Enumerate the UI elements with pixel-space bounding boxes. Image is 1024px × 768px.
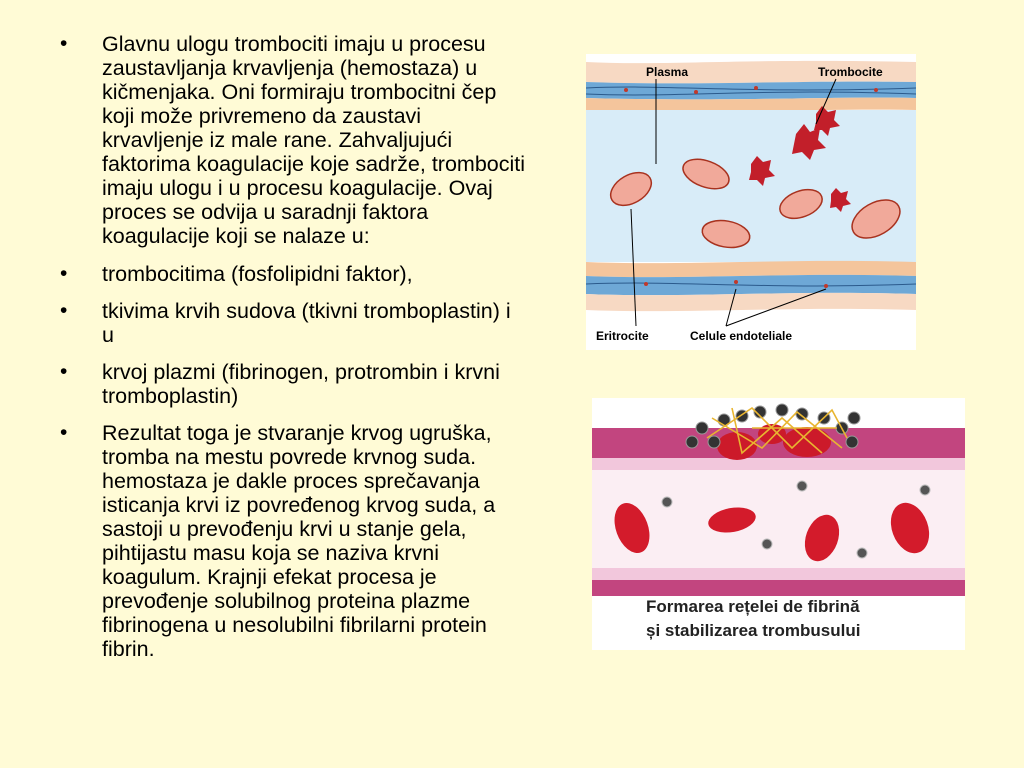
bullet-text: tkivima krvih sudova (tkivni tromboplastin) i u — [102, 299, 511, 347]
bullet-item — [58, 262, 528, 286]
bullet-text: Glavnu ulogu trombociti imaju u procesu zaustavljanja krvavljenja (hemostaza) u kičmenjaka. Oni formiraju trombocitni čep koji može privremeno da zaustavi krvavljenje iz male rane. Zahvaljujući faktorima koagulacije koje sadrže, trombociti imaju ulogu i u procesu koagulacije. Ovaj proces se odvija u saradnji faktora koagulacije koji se nalaze u: — [102, 32, 526, 248]
label-celule-endoteliale: Celule endoteliale — [690, 329, 793, 343]
bullet-dot: • — [60, 32, 68, 55]
label-plasma: Plasma — [646, 65, 689, 79]
caption-line2: și stabilizarea trombusului — [646, 621, 861, 640]
bullet-item — [58, 421, 528, 661]
bullet-item — [58, 32, 528, 248]
label-trombocite: Trombocite — [818, 65, 883, 79]
bullet-item — [58, 299, 528, 347]
bullet-dot: • — [60, 299, 68, 322]
bullet-dot: • — [60, 421, 68, 444]
bullet-item — [58, 360, 528, 408]
bullet-text: krvoj plazmi (fibrinogen, protrombin i krvni tromboplastin) — [102, 360, 500, 408]
bullet-text: Rezultat toga je stvaranje krvog ugruška, tromba na mestu povrede krvnog suda. hemostaza je dakle proces sprečavanja isticanja krvi iz povređenog krvog suda, a sastoji u prevođenju krvi u stanje gela, pihtijastu masu koja se naziva krvni koagulum. Krajnji efekat procesa je prevođenje solubilnog proteina plazme fibrinogena u nesolubilni fibrilarni protein fibrin. — [102, 421, 496, 661]
bullet-dot: • — [60, 360, 68, 383]
caption-line1: Formarea rețelei de fibrină — [646, 597, 860, 616]
bullet-text: trombocitima (fosfolipidni faktor), — [102, 262, 413, 286]
blood-vessel-diagram — [586, 54, 916, 350]
label-eritrocite: Eritrocite — [596, 329, 649, 343]
bullet-list — [58, 32, 528, 674]
bullet-dot: • — [60, 262, 68, 285]
fibrin-network-diagram — [592, 398, 965, 650]
